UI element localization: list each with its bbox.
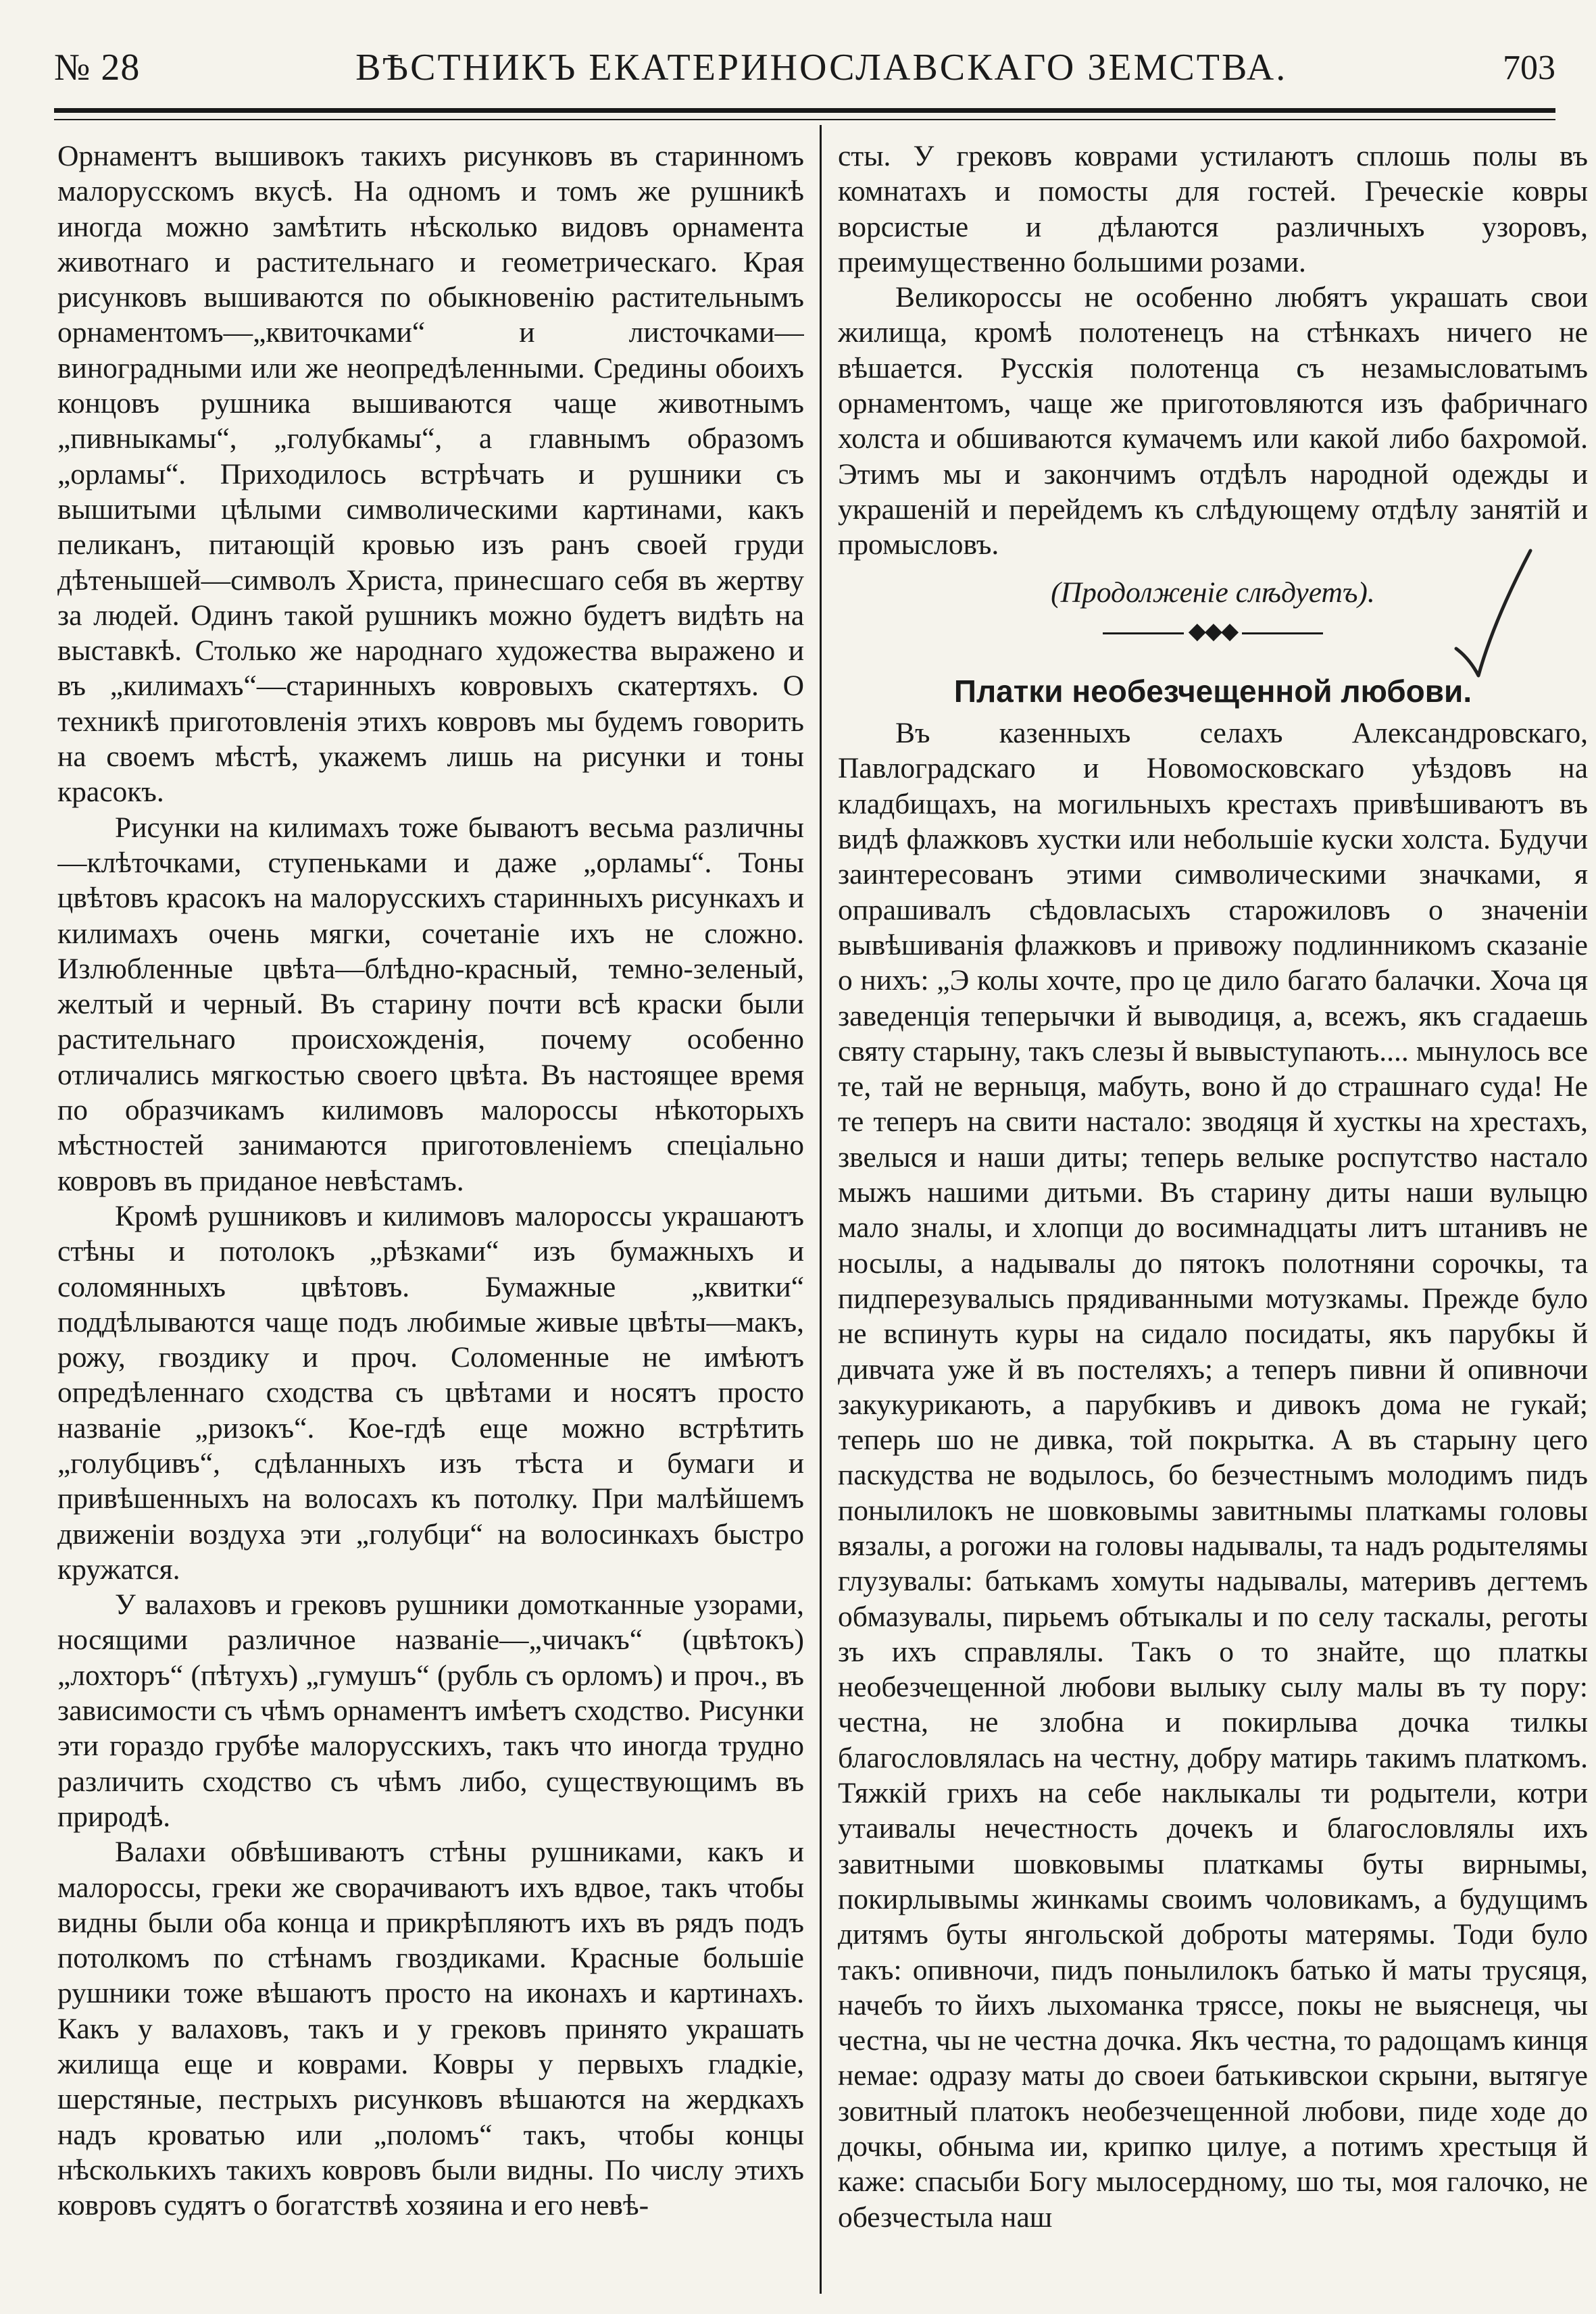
continued-note: (Продолженіе слѣдуетъ). [1051,576,1375,609]
header-rule-thick [54,108,1555,113]
header-rule-thin [54,119,1555,120]
paragraph: Валахи обвѣшиваютъ стѣны рушниками, какъ и малороссы, греки же сворачиваютъ ихъ вдвое, такъ чтобы видны были оба конца и прикрѣпляютъ ихъ въ рядъ подъ потолкомъ по стѣнамъ гвоздиками. Красные большіе рушники тоже вѣшаютъ просто на иконахъ и картинахъ. Какъ у валаховъ, такъ и у грековъ принято украшать жилища еще и коврами. Ковры у первыхъ гладкіе, шерстяные, пестрыхъ рисунковъ вѣшаются на жердкахъ надъ кроватью или „поломъ“ такъ, чтобы концы нѣсколькихъ такихъ ковровъ были видны. По числу этихъ ковровъ судятъ о богатствѣ хозяина и его невѣ- [57,1836,804,2222]
ornament-line [1103,632,1184,634]
paragraph: Великороссы не особенно любятъ украшать свои жилища, кромѣ полотенецъ на стѣнкахъ ничего не вѣшается. Русскія полотенца съ незамысловатымъ орнаментомъ, чаще же приготовляются изъ фабричнаго холста и обшиваются кумачемъ или какой либо бахромой. Этимъ мы и закончимъ отдѣлъ народной одежды и украшеній и перейдемъ къ слѣдующему отдѣлу занятій и промысловъ. [838,281,1588,561]
issue-number: № 28 [54,47,141,89]
handwritten-checkmark-icon [1453,547,1534,682]
column-divider [820,125,822,2294]
article-title: Платки необезчещенной любови. [953,673,1472,709]
page-header [54,37,1555,98]
paragraph: Рисунки на килимахъ тоже бываютъ весьма различны—клѣточками, ступеньками и даже „орламы“. Тоны цвѣтовъ красокъ на малорусскихъ старинныхъ рисункахъ и килимахъ очень мягки, сочетаніе ихъ не сложно. Излюбленные цвѣта—блѣдно-красный, темно-зеленый, желтый и черный. Въ старину почти всѣ краски были растительнаго происхожденія, почему особенно отличались мягкостью своего цвѣта. Въ настоящее время по образчикамъ килимовъ малороссы нѣкоторыхъ мѣстностей занимаются приготовленіемъ спеціально ковровъ въ приданое невѣстамъ. [57,811,804,1197]
right-column [838,139,1588,2300]
ornament-line [1242,632,1323,634]
paragraph: Кромѣ рушниковъ и килимовъ малороссы украшаютъ стѣны и потолокъ „рѣзками“ изъ бумажныхъ и соломянныхъ цвѣтовъ. Бумажные „квитки“ поддѣлываются чаще подъ любимые живые цвѣты—макъ, рожу, гвоздику и проч. Соломенные не имѣютъ опредѣленнаго сходства съ цвѣтами и носятъ просто названіе „ризокъ“. Кое-гдѣ еще можно встрѣтить „голубцивъ“, сдѣланныхъ изъ тѣста и бумаги и привѣшенныхъ на волосахъ къ потолку. При малѣйшемъ движеніи воздуха эти „голубци“ на волосинкахъ быстро кружатся. [57,1199,804,1586]
left-column [57,139,804,2300]
paragraph: сты. У грековъ коврами устилаютъ сплошь полы въ комнатахъ и помосты для гостей. Греческіе ковры ворсистые и дѣлаются различныхъ узоровъ, преимущественно большими розами. [838,140,1588,278]
journal-title: ВѢСТНИКЪ ЕКАТЕРИНОСЛАВСКАГО ЗЕМСТВА. [355,47,1288,89]
paragraph: Въ казенныхъ селахъ Александровскаго, Павлоградскаго и Новомосковскаго уѣздовъ на кладбищахъ, на могильныхъ крестахъ привѣшиваютъ въ видѣ флажковъ хустки или небольшіе куски холста. Будучи заинтересованъ этими символическими значками, я опрашивалъ сѣдовласыхъ старожиловъ о значеніи вывѣшиванія флажковъ и привожу подлинникомъ сказаніе о нихъ: „Э колы хочте, про це дило багато балачки. Хоча ця заведенція теперычки й выводиця, а, всежъ, якъ сгадаешь святу старыну, такъ слезы й вывыступають.... мынулось все те, тай не верныця, мабуть, воно й до страшнаго суда! Не те теперъ на свити настало: зводяця й хусткы на хрестахъ, звелыся и наши диты; теперь велыке роспутство настало мыжъ нашими дитьми. Въ старину диты наши вулыцю мало зналы, и хлопци до восимнадцаты литъ штанивъ не носылы, а надывалы до пятокъ полотняни сорочкы, та пидперезувалысь прядиванными мотузкамы. Прежде було не вспинуть куры на сидало посидаты, якъ парубкы й дивчата уже й въ постеляхъ; а теперъ пивни й опивночи закукурикають, а парубкивъ и дивокъ дома не гукай; теперь шо не дивка, той покрытка. А въ старыну цего паскудства не водылось, бо безчестнымъ молодимъ пидъ понылилокъ не шовковымы завитнымы платкамы головы вязалы, а рогожи на головы надывалы, та надъ родытелямы глузувалы: батькамъ хомуты надывалы, материвъ дегтемъ обмазувалы, пирьемъ обтыкалы и по селу таскалы, реготы зъ ихъ справлялы. Такъ о то знайте, що платкы необезчещенной любови вылыку сылу малы въ ту пору: честна, не злобна и покирлыва дочка тилкы благословлялась на честну, добру матирь такимъ платкомъ. Тяжкій грихъ на себе наклыкалы ти родытели, котри утаивалы нечестность дочекъ и благословлялы ихъ завитными шовковымы платкамы буты вирнымы, покирлывымы жинкамы своимъ чоловикамъ, а будущимъ дитямъ буты янгольской доброты матерямы. Тоди було такъ: опивночи, пидъ понылилокъ батько й маты трусяця, начебъ то йихъ лыхоманка тряссе, покы не выяснеця, чы честна, чы не честна дочка. Якъ честна, то радощамъ кинця немае: одразу маты до своеи батькивскои скрыни, вытягуе зовитный платокъ необезчещенной любови, пиде ходе до дочкы, обныма ии, крипко цилуе, а потимъ хрестыця й каже: спасыби Богу мылосердному, шо ты, моя галочко, не обезчестыла наш [838,717,1588,2234]
paragraph: Орнаментъ вышивокъ такихъ рисунковъ въ старинномъ малорусскомъ вкусѣ. На одномъ и томъ же рушникѣ иногда можно замѣтить нѣсколько видовъ орнамента животнаго и растительнаго и геометрическаго. Края рисунковъ вышиваются по обыкновенію растительнымъ орнаментомъ—„квиточками“ и листочками—виноградными или же неопредѣленными. Средины обоихъ концовъ рушника вышиваются чаще животнымъ „пивныкамы“, „голубкамы“, а главнымъ образомъ „орламы“. Приходилось встрѣчать и рушники съ вышитыми цѣлыми символическими картинами, какъ пеликанъ, питающій кровью изъ ранъ своей груди дѣтенышей—символъ Христа, принесшаго себя въ жертву за людей. Одинъ такой рушникъ можно будетъ видѣть на выставкѣ. Столько же народнаго художества выражено и въ „килимахъ“—старинныхъ ковровыхъ скатертяхъ. О техникѣ приготовленія этихъ ковровъ мы будемъ говорить на своемъ мѣстѣ, укажемъ лишь на рисунки и тоны красокъ. [57,140,804,809]
ornament-diamond-icon: ◆◆◆ [1188,618,1238,644]
page-number: 703 [1503,48,1555,87]
paragraph: У валаховъ и грековъ рушники домотканные узорами, носящими различное названіе—„чичакъ“ (цвѣтокъ) „лохторъ“ (пѣтухъ) „гумушъ“ (рубль съ орломъ) и проч., въ зависимости съ чѣмъ орнаментъ имѣетъ сходство. Рисунки эти гораздо грубѣе малорусскихъ, такъ что иногда трудно различить сходство съ чѣмъ либо, существующимъ въ природѣ. [57,1588,804,1833]
